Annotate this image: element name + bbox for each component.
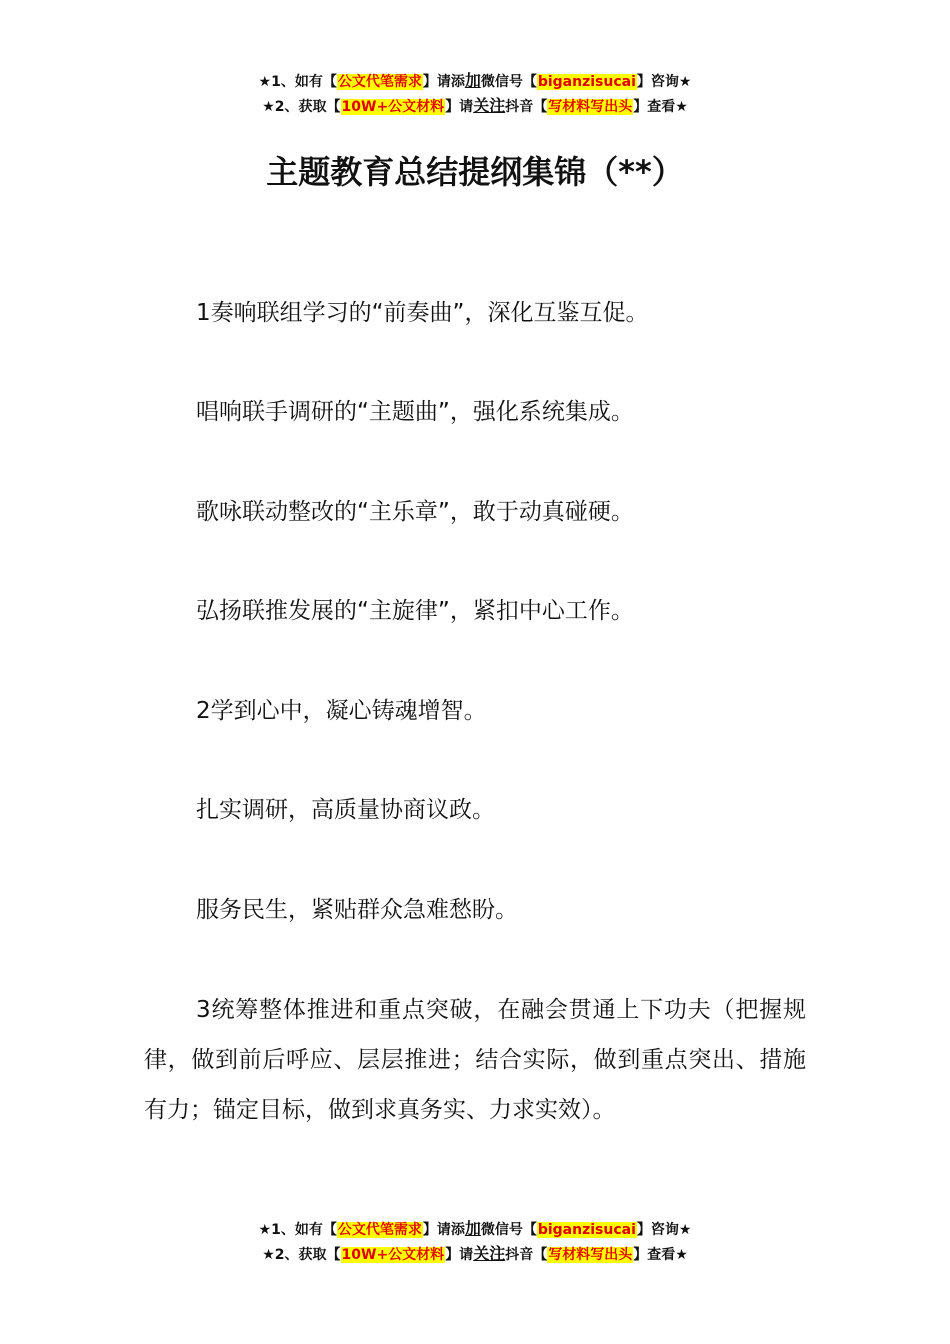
banner-text: 抖音【 <box>505 1247 548 1263</box>
banner-line-1 <box>0 1217 950 1242</box>
banner-text: 】查看★ <box>633 99 688 115</box>
highlight-badge: 公文代笔需求 <box>337 74 422 90</box>
banner-line-1 <box>0 69 950 94</box>
banner-emphasis: 关注 <box>473 1244 506 1263</box>
paragraph: 扎实调研，高质量协商议政。 <box>196 797 495 823</box>
highlight-badge: 10W+公文材料 <box>341 1247 445 1263</box>
banner-text: 微信号【 <box>480 1222 537 1238</box>
paragraph: 唱响联手调研的“主题曲”，强化系统集成。 <box>196 399 634 425</box>
paragraph: 2学到心中，凝心铸魂增智。 <box>196 698 487 724</box>
banner-line-2 <box>0 94 950 119</box>
banner-emphasis: 加 <box>464 71 481 90</box>
page-title: 主题教育总结提纲集锦（**） <box>266 153 684 191</box>
banner-emphasis: 关注 <box>473 96 506 115</box>
highlight-badge: 10W+公文材料 <box>341 99 445 115</box>
paragraph: 1奏响联组学习的“前奏曲”，深化互鉴互促。 <box>196 300 649 326</box>
banner-text: 】请 <box>445 99 474 115</box>
banner-text: ★2、获取【 <box>262 1247 341 1263</box>
banner-text: 】查看★ <box>633 1247 688 1263</box>
paragraph: 歌咏联动整改的“主乐章”，敢于动真碰硬。 <box>196 499 634 525</box>
banner-text: 】咨询★ <box>636 1222 692 1238</box>
header-banner <box>0 69 950 119</box>
banner-text: 】请添 <box>422 1222 465 1238</box>
paragraph: 弘扬联推发展的“主旋律”，紧扣中心工作。 <box>196 598 634 624</box>
banner-text: ★1、如有【 <box>258 74 337 90</box>
banner-text: ★2、获取【 <box>262 99 341 115</box>
banner-emphasis: 加 <box>464 1219 481 1238</box>
paragraph: 3统筹整体推进和重点突破，在融会贯通上下功夫（把握规律，做到前后呼应、层层推进；结合实际，做到重点突出、措施有力；锚定目标，做到求真务实、力求实效）。 <box>144 997 806 1123</box>
banner-text: ★1、如有【 <box>258 1222 337 1238</box>
banner-text: 】请添 <box>422 74 465 90</box>
highlight-badge: biganzisucai <box>537 1222 636 1238</box>
footer-banner <box>0 1217 950 1267</box>
banner-text: 】咨询★ <box>636 74 692 90</box>
paragraph: 服务民生，紧贴群众急难愁盼。 <box>196 897 518 923</box>
banner-text: 微信号【 <box>480 74 537 90</box>
banner-line-2 <box>0 1242 950 1267</box>
highlight-badge: biganzisucai <box>537 74 636 90</box>
banner-text: 】请 <box>445 1247 474 1263</box>
highlight-badge: 写材料写出头 <box>548 99 633 115</box>
highlight-badge: 写材料写出头 <box>548 1247 633 1263</box>
highlight-badge: 公文代笔需求 <box>337 1222 422 1238</box>
banner-text: 抖音【 <box>505 99 548 115</box>
